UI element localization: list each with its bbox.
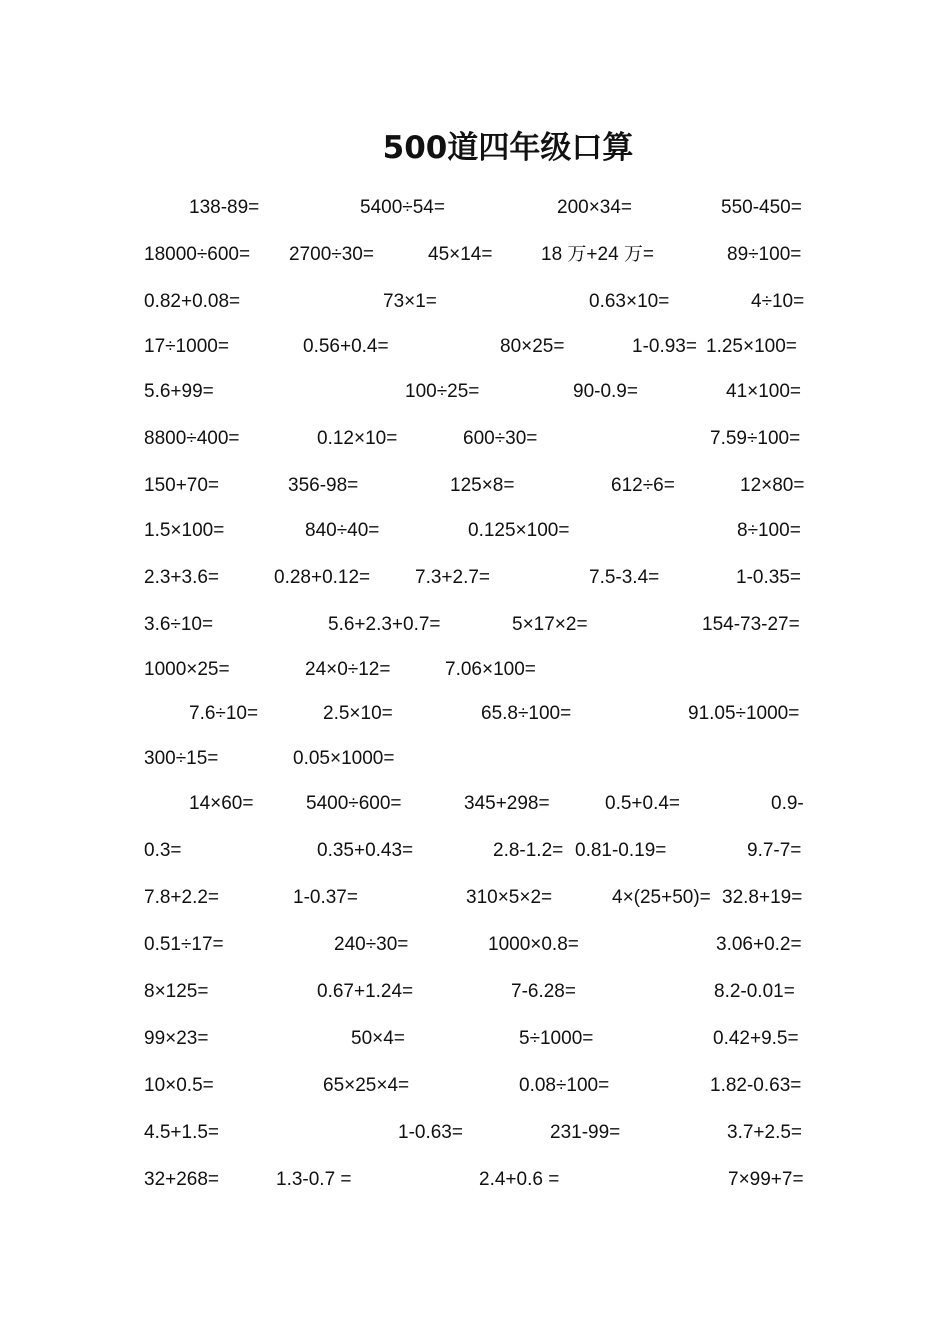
problem-item: 1-0.35= xyxy=(736,567,801,588)
problem-item: 18 万+24 万= xyxy=(541,244,655,265)
problem-row xyxy=(0,290,950,314)
problem-item: 5×17×2= xyxy=(512,614,588,635)
problem-item: 0.42+9.5= xyxy=(713,1028,799,1049)
problem-row xyxy=(0,702,950,726)
problem-row xyxy=(0,747,950,771)
problem-item: 612÷6= xyxy=(611,475,675,496)
problem-item: 32.8+19= xyxy=(722,887,803,908)
problem-item: 1.5×100= xyxy=(144,520,225,541)
problem-row xyxy=(0,196,950,220)
problem-item: 45×14= xyxy=(428,244,493,265)
problem-item: 3.06+0.2= xyxy=(716,934,802,955)
problem-item: 0.9- xyxy=(771,793,804,814)
problem-item: 5.6+2.3+0.7= xyxy=(328,614,441,635)
problem-item: 300÷15= xyxy=(144,748,219,769)
problem-item: 9.7-7= xyxy=(747,840,802,861)
problem-item: 14×60= xyxy=(189,793,254,814)
problem-item: 0.56+0.4= xyxy=(303,336,389,357)
problem-item: 1-0.37= xyxy=(293,887,358,908)
problem-item: 41×100= xyxy=(726,381,802,402)
problem-row xyxy=(0,1121,950,1145)
problem-item: 1.25×100= xyxy=(706,336,797,357)
problem-item: 8×125= xyxy=(144,981,209,1002)
problem-item: 8.2-0.01= xyxy=(714,981,795,1002)
problem-row xyxy=(0,243,950,267)
problem-item: 7.8+2.2= xyxy=(144,887,220,908)
problem-item: 65.8÷100= xyxy=(481,703,572,724)
problem-row xyxy=(0,380,950,404)
problem-item: 840÷40= xyxy=(305,520,380,541)
page-title: 500道四年级口算 xyxy=(382,130,634,166)
problem-row xyxy=(0,1074,950,1098)
problem-row xyxy=(0,792,950,816)
problem-item: 550-450= xyxy=(721,197,802,218)
problem-item: 0.3= xyxy=(144,840,182,861)
problem-item: 356-98= xyxy=(288,475,359,496)
problem-item: 0.81-0.19= xyxy=(575,840,667,861)
problem-item: 4.5+1.5= xyxy=(144,1122,220,1143)
problem-item: 1.3-0.7 = xyxy=(276,1169,352,1190)
problem-item: 10×0.5= xyxy=(144,1075,214,1096)
problem-item: 3.7+2.5= xyxy=(727,1122,803,1143)
problem-item: 91.05÷1000= xyxy=(688,703,800,724)
problem-row xyxy=(0,566,950,590)
problem-item: 7×99+7= xyxy=(728,1169,804,1190)
problem-item: 7.3+2.7= xyxy=(415,567,491,588)
problem-item: 7.59÷100= xyxy=(710,428,801,449)
problem-item: 2.5×10= xyxy=(323,703,393,724)
problem-row xyxy=(0,886,950,910)
problem-item: 2.4+0.6 = xyxy=(479,1169,560,1190)
problem-item: 0.82+0.08= xyxy=(144,291,241,312)
problem-item: 0.125×100= xyxy=(468,520,570,541)
problem-row xyxy=(0,1027,950,1051)
problem-row xyxy=(0,839,950,863)
problem-item: 4÷10= xyxy=(751,291,805,312)
problem-item: 0.5+0.4= xyxy=(605,793,681,814)
problem-item: 7.5-3.4= xyxy=(589,567,660,588)
problem-row xyxy=(0,933,950,957)
problem-row xyxy=(0,427,950,451)
problem-item: 0.12×10= xyxy=(317,428,398,449)
problem-item: 100÷25= xyxy=(405,381,480,402)
problem-item: 5.6+99= xyxy=(144,381,214,402)
problem-item: 1.82-0.63= xyxy=(710,1075,802,1096)
problem-item: 12×80= xyxy=(740,475,805,496)
problem-item: 5400÷54= xyxy=(360,197,445,218)
problem-item: 231-99= xyxy=(550,1122,621,1143)
problem-item: 345+298= xyxy=(464,793,550,814)
problem-item: 50×4= xyxy=(351,1028,405,1049)
problem-item: 5400÷600= xyxy=(306,793,402,814)
problem-item: 99×23= xyxy=(144,1028,209,1049)
problem-item: 3.6÷10= xyxy=(144,614,214,635)
problem-item: 138-89= xyxy=(189,197,260,218)
problem-item: 17÷1000= xyxy=(144,336,229,357)
problem-item: 32+268= xyxy=(144,1169,220,1190)
problem-item: 4×(25+50)= xyxy=(612,887,711,908)
problem-item: 89÷100= xyxy=(727,244,802,265)
problem-item: 18000÷600= xyxy=(144,244,251,265)
problem-row xyxy=(0,1168,950,1192)
problem-item: 125×8= xyxy=(450,475,515,496)
problem-item: 1000×0.8= xyxy=(488,934,579,955)
problem-item: 0.51÷17= xyxy=(144,934,224,955)
problem-item: 200×34= xyxy=(557,197,633,218)
problem-item: 2.3+3.6= xyxy=(144,567,220,588)
problem-item: 154-73-27= xyxy=(702,614,800,635)
problem-item: 1-0.63= xyxy=(398,1122,463,1143)
problem-item: 240÷30= xyxy=(334,934,409,955)
problem-item: 73×1= xyxy=(383,291,437,312)
problem-item: 0.63×10= xyxy=(589,291,670,312)
problem-item: 0.08÷100= xyxy=(519,1075,610,1096)
problem-item: 65×25×4= xyxy=(323,1075,410,1096)
problem-item: 2700÷30= xyxy=(289,244,374,265)
problem-item: 1000×25= xyxy=(144,659,230,680)
problem-row xyxy=(0,980,950,1004)
problem-item: 1-0.93= xyxy=(632,336,697,357)
problem-item: 24×0÷12= xyxy=(305,659,391,680)
problem-row xyxy=(0,658,950,682)
problem-item: 80×25= xyxy=(500,336,565,357)
problem-row xyxy=(0,519,950,543)
problem-item: 8÷100= xyxy=(737,520,801,541)
problem-item: 8800÷400= xyxy=(144,428,240,449)
problem-item: 2.8-1.2= xyxy=(493,840,564,861)
problem-row xyxy=(0,613,950,637)
problem-item: 90-0.9= xyxy=(573,381,638,402)
problem-row xyxy=(0,474,950,498)
problem-item: 0.05×1000= xyxy=(293,748,395,769)
problem-item: 5÷1000= xyxy=(519,1028,594,1049)
problem-item: 600÷30= xyxy=(463,428,538,449)
problem-item: 0.35+0.43= xyxy=(317,840,414,861)
problem-item: 150+70= xyxy=(144,475,220,496)
problem-item: 7-6.28= xyxy=(511,981,576,1002)
problem-item: 0.28+0.12= xyxy=(274,567,371,588)
problem-item: 310×5×2= xyxy=(466,887,553,908)
problem-row xyxy=(0,335,950,359)
problem-item: 7.6÷10= xyxy=(189,703,259,724)
problem-item: 0.67+1.24= xyxy=(317,981,414,1002)
problem-item: 7.06×100= xyxy=(445,659,536,680)
